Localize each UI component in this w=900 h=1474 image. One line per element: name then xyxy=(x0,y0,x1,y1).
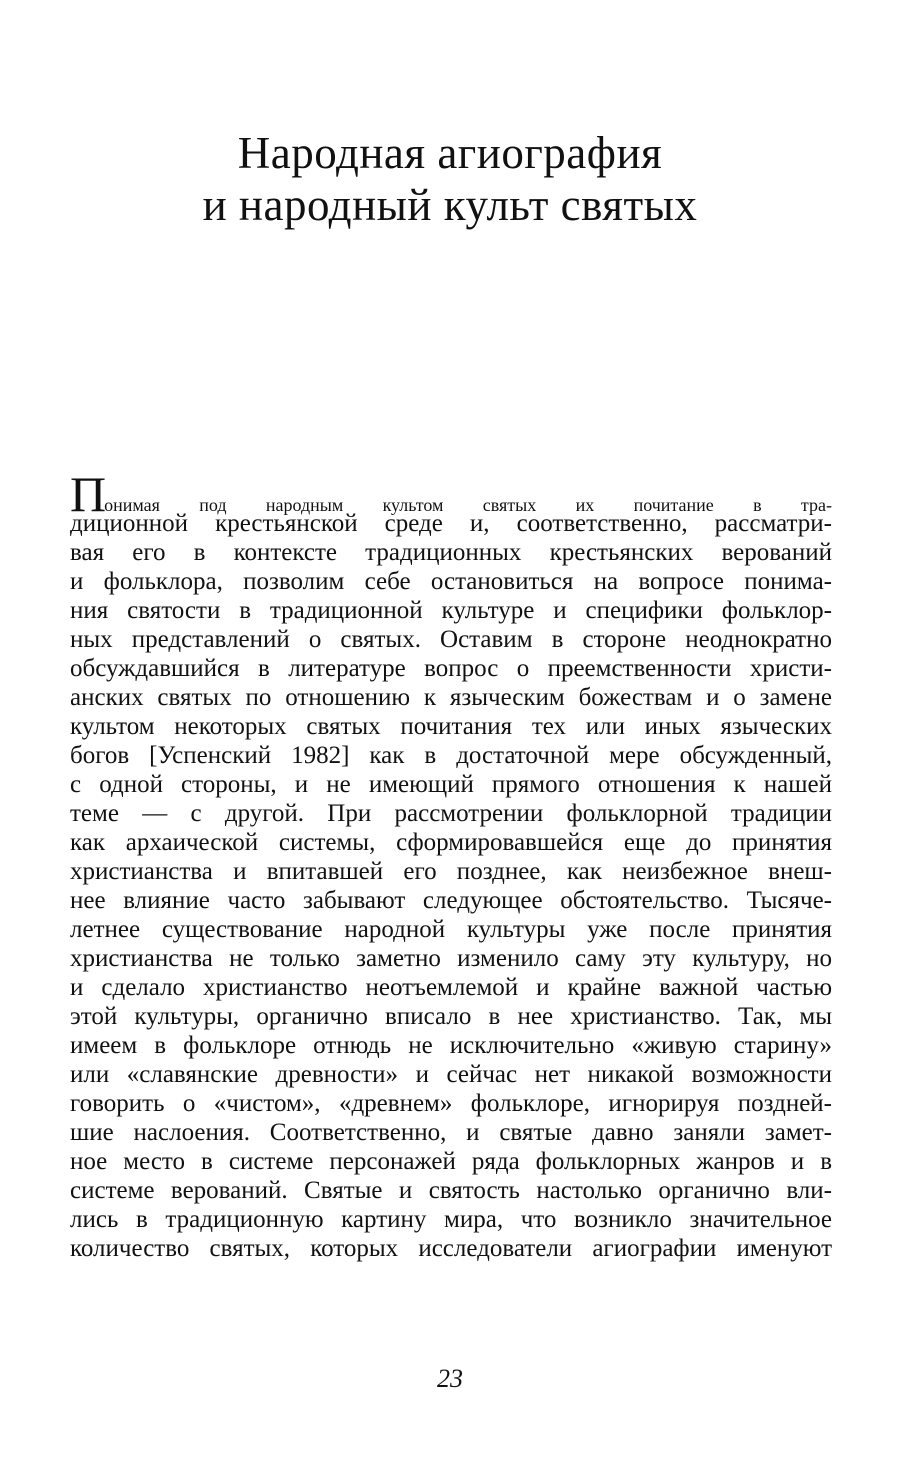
text-line xyxy=(70,1089,832,1118)
text-line-content: вая его в контексте традиционных крестьянских верований xyxy=(70,539,832,566)
text-line-content: или «славянские древности» и сейчас нет никакой возможности xyxy=(70,1061,832,1088)
text-line-content: теме — с другой. При рассмотрении фольклорной традиции xyxy=(70,800,832,827)
text-line-content: шие наслоения. Соответственно, и святые давно заняли замет- xyxy=(70,1119,832,1146)
text-line-content: ния святости в традиционной культуре и специфики фольклор- xyxy=(70,597,832,624)
text-line xyxy=(70,1031,832,1060)
text-line xyxy=(70,683,832,712)
text-line xyxy=(70,770,832,799)
text-line xyxy=(70,828,832,857)
text-line xyxy=(70,973,832,1002)
text-line xyxy=(70,625,832,654)
text-line-content: христианства не только заметно изменило саму эту культуру, но xyxy=(70,945,832,972)
drop-cap: П xyxy=(70,466,105,522)
text-line xyxy=(70,538,832,567)
text-line xyxy=(70,1060,832,1089)
text-line-content: ных представлений о святых. Оставим в стороне неоднократно xyxy=(70,626,832,653)
text-line-content: как архаической системы, сформировавшейся еще до принятия xyxy=(70,829,832,856)
text-line xyxy=(70,509,832,538)
text-line-content: и сделало христианство неотъемлемой и крайне важной частью xyxy=(70,974,832,1001)
text-line-content: христианства и впитавшей его позднее, как неизбежное внеш- xyxy=(70,858,832,885)
text-line xyxy=(70,944,832,973)
text-line-content: лись в традиционную картину мира, что возникло значительное xyxy=(70,1206,832,1233)
text-line-content: богов [Успенский 1982] как в достаточной мере обсужденный, xyxy=(70,742,832,769)
body-text xyxy=(70,466,832,1263)
text-line-content: и фольклора, позволим себе остановиться на вопросе понима- xyxy=(70,568,832,595)
text-line xyxy=(70,466,832,522)
text-line-content: с одной стороны, и не имеющий прямого отношения к нашей xyxy=(70,771,832,798)
text-line xyxy=(70,596,832,625)
text-line-content: системе верований. Святые и святость настолько органично вли- xyxy=(70,1177,832,1204)
text-line xyxy=(70,915,832,944)
text-line-content: анских святых по отношению к языческим божествам и о замене xyxy=(70,684,832,711)
text-line xyxy=(70,1205,832,1234)
text-line-content: нее влияние часто забывают следующее обстоятельство. Тысяче- xyxy=(70,887,832,914)
text-line xyxy=(70,1234,832,1263)
text-line xyxy=(70,799,832,828)
text-line xyxy=(70,1147,832,1176)
text-line xyxy=(70,567,832,596)
text-line-content: обсуждавшийся в литературе вопрос о преемственности христи- xyxy=(70,655,832,682)
text-line-content: летнее существование народной культуры уже после принятия xyxy=(70,916,832,943)
text-line xyxy=(70,1002,832,1031)
text-line-content: говорить о «чистом», «древнем» фольклоре, игнорируя поздней- xyxy=(70,1090,832,1117)
chapter-title-line-2: и народный культ святых xyxy=(202,180,698,230)
page-number: 23 xyxy=(437,1364,463,1393)
text-line xyxy=(70,857,832,886)
text-line-content: диционной крестьянской среде и, соответственно, рассматри- xyxy=(70,510,832,537)
text-line-content: ное место в системе персонажей ряда фольклорных жанров и в xyxy=(70,1148,832,1175)
chapter-title-line-1: Народная агиография xyxy=(237,128,663,178)
text-line-content: количество святых, которых исследователи агиографии именуют xyxy=(70,1235,832,1262)
text-line xyxy=(70,1176,832,1205)
text-line xyxy=(70,712,832,741)
text-line xyxy=(70,886,832,915)
text-line-content: имеем в фольклоре отнюдь не исключительно «живую старину» xyxy=(70,1032,832,1059)
text-line-content: онимая под народным культом святых их почитание в тра- xyxy=(104,495,832,515)
text-line-content: этой культуры, органично вписало в нее христианство. Так, мы xyxy=(70,1003,832,1030)
text-line xyxy=(70,654,832,683)
text-line xyxy=(70,1118,832,1147)
text-line xyxy=(70,741,832,770)
text-line-content: культом некоторых святых почитания тех или иных языческих xyxy=(70,713,832,740)
